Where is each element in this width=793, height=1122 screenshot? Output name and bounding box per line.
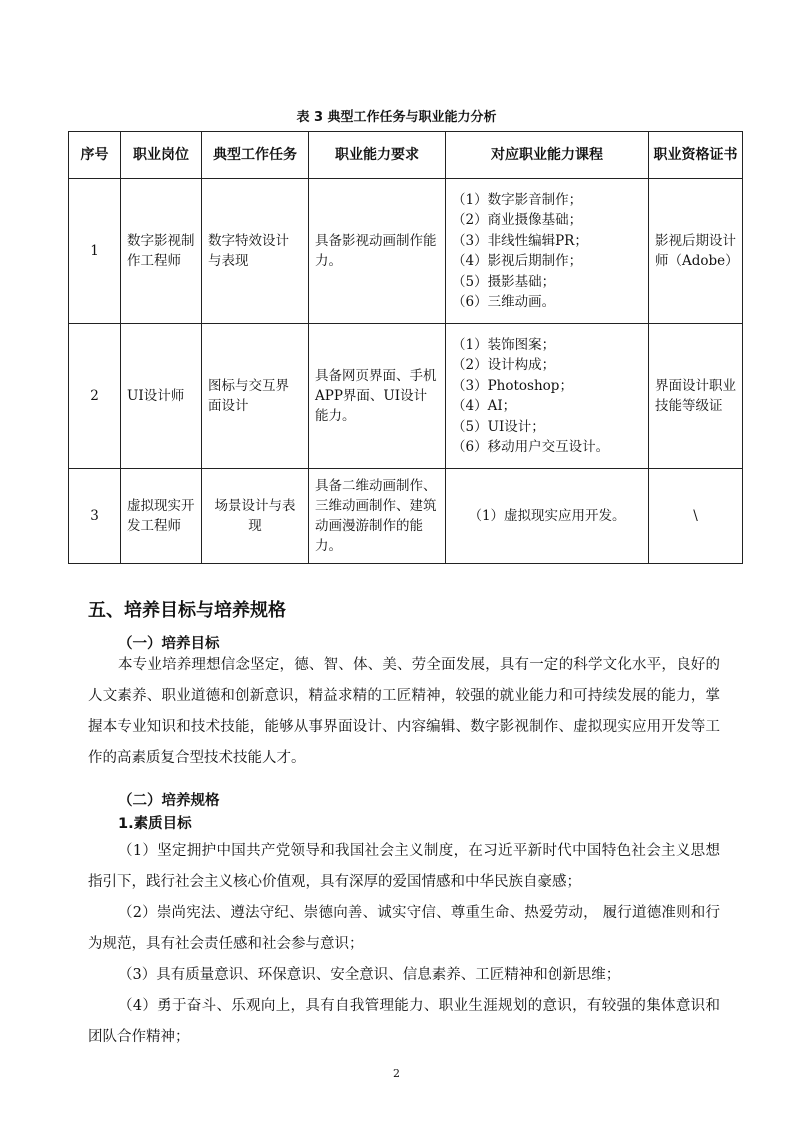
row-task: 图标与交互界面设计 (202, 324, 309, 469)
course-item: （3）非线性编辑PR； (452, 232, 588, 249)
job-analysis-table (68, 131, 743, 564)
row-task: 数字特效设计与表现 (202, 179, 309, 324)
row-requirement: 具备影视动画制作能力。 (309, 179, 446, 324)
row-certificate: 影视后期设计师（Adobe） (649, 179, 743, 324)
quality-goals-title: 1.素质目标 (118, 816, 192, 832)
quality-item: （3）具有质量意识、环保意识、安全意识、信息素养、工匠精神和创新思维； (118, 967, 621, 983)
row-post: UI设计师 (121, 324, 202, 469)
header-certificate: 职业资格证书 (649, 132, 743, 179)
row-post: 虚拟现实开发工程师 (121, 469, 202, 564)
header-post: 职业岗位 (121, 132, 202, 179)
course-item: （3）Photoshop； (452, 377, 573, 394)
row-no: 2 (69, 324, 121, 469)
table-row (69, 179, 743, 324)
row-certificate: 界面设计职业技能等级证 (649, 324, 743, 469)
course-item: （6）三维动画。 (452, 294, 556, 310)
course-item: （1）装饰图案； (452, 336, 556, 353)
table-caption: 表 3 典型工作任务与职业能力分析 (296, 110, 497, 125)
section-title: 五、培养目标与培养规格 (88, 600, 286, 621)
course-item: （2）设计构成； (452, 357, 556, 373)
row-courses (446, 469, 649, 564)
page-number: 2 (393, 1067, 400, 1080)
table-row (69, 324, 743, 469)
header-no: 序号 (69, 132, 121, 179)
row-courses (446, 179, 649, 324)
row-requirement: 具备网页界面、手机APP界面、UI设计能力。 (309, 324, 446, 469)
row-no: 1 (69, 179, 121, 324)
course-item: （2）商业摄像基础； (452, 212, 583, 228)
course-item: （4）影视后期制作； (452, 253, 583, 269)
row-requirement: 具备二维动画制作、三维动画制作、建筑动画漫游制作的能力。 (309, 469, 446, 564)
course-item: （1）数字影音制作； (452, 191, 583, 208)
course-item: （5）摄影基础； (452, 273, 556, 290)
row-task: 场景设计与表现 (202, 469, 309, 564)
quality-item: （4）勇于奋斗、乐观向上，具有自我管理能力、职业生涯规划的意识，有较强的集体意识和团队合作精神； (88, 998, 720, 1045)
row-courses (446, 324, 649, 469)
row-post: 数字影视制作工程师 (121, 179, 202, 324)
table-row (69, 469, 743, 564)
course-item: （5）UI设计； (452, 418, 545, 435)
quality-item: （1）坚定拥护中国共产党领导和我国社会主义制度，在习近平新时代中国特色社会主义思想指引下，践行社会主义核心价值观，具有深厚的爱国情感和中华民族自豪感； (88, 843, 720, 890)
header-courses: 对应职业能力课程 (446, 132, 649, 179)
course-item: （4）AI； (452, 398, 517, 414)
row-no: 3 (69, 469, 121, 564)
subsection-title-goals: （一）培养目标 (118, 636, 220, 652)
course-item: （1）虚拟现实应用开发。 (468, 507, 626, 524)
quality-item: （2）崇尚宪法、遵法守纪、崇德向善、诚实守信、尊重生命、热爱劳动， 履行道德准则和行为规范，具有社会责任感和社会参与意识； (88, 905, 720, 952)
goals-paragraph: 本专业培养理想信念坚定，德、智、体、美、劳全面发展，具有一定的科学文化水平，良好的人文素养、职业道德和创新意识，精益求精的工匠精神，较强的就业能力和可持续发展的能力，掌握本专业知识和技术技能，能够从事界面设计、内容编辑、数字影视制作、虚拟现实应用开发等工作的高素质复合型技术技能人才。 (88, 657, 720, 766)
subsection-title-specs: （二）培养规格 (118, 793, 220, 809)
row-certificate: \ (649, 469, 743, 564)
header-task: 典型工作任务 (202, 132, 309, 179)
header-requirement: 职业能力要求 (309, 132, 446, 179)
course-item: （6）移动用户交互设计。 (452, 439, 610, 455)
table-header-row (69, 132, 743, 179)
